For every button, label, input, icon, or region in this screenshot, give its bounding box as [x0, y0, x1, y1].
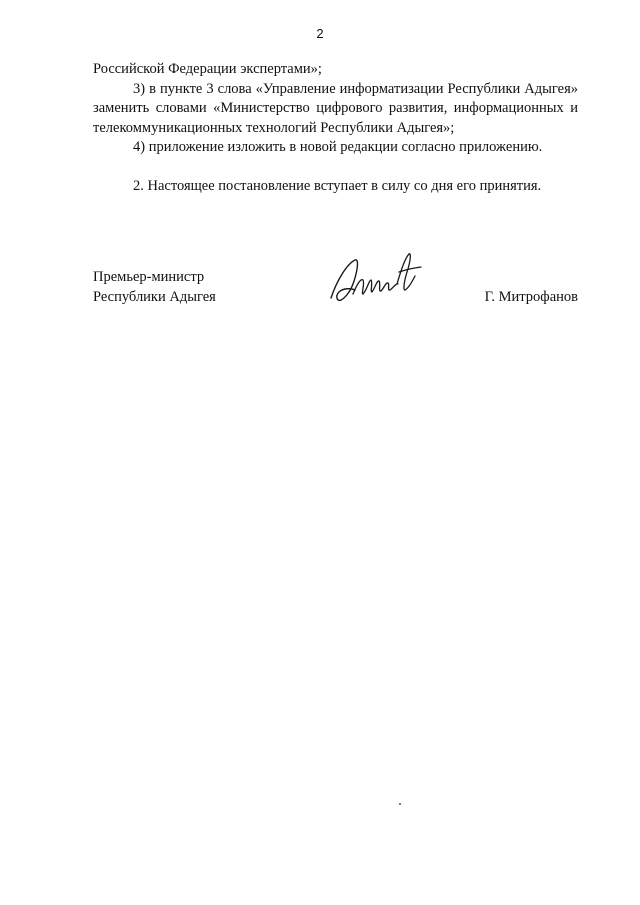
paragraph-item-4: 4) приложение изложить в новой редакции согласно приложению. [133, 139, 543, 155]
page-number: 2 [316, 26, 324, 41]
signatory-name: Г. Митрофанов [484, 288, 578, 305]
paragraph-continuation: Российской Федерации экспертами»; [93, 61, 322, 77]
signatory-title-line-2: Республики Адыгея [93, 288, 216, 305]
signature-block [93, 268, 578, 318]
handwritten-signature [325, 250, 425, 312]
scan-artifact-dot [399, 803, 401, 805]
document-body [93, 60, 578, 196]
signatory-title [93, 268, 216, 307]
paragraph-point-2: 2. Настоящее постановление вступает в силу со дня его принятия. [133, 177, 542, 194]
paragraph-item-3: 3) в пункте 3 слова «Управление информатизации Республики Адыгея» заменить словами «Министерство цифрового развития, информационных и телекоммуникационных технологий Республики Адыгея»; [93, 80, 578, 136]
signatory-title-line-1: Премьер-министр [93, 269, 205, 285]
